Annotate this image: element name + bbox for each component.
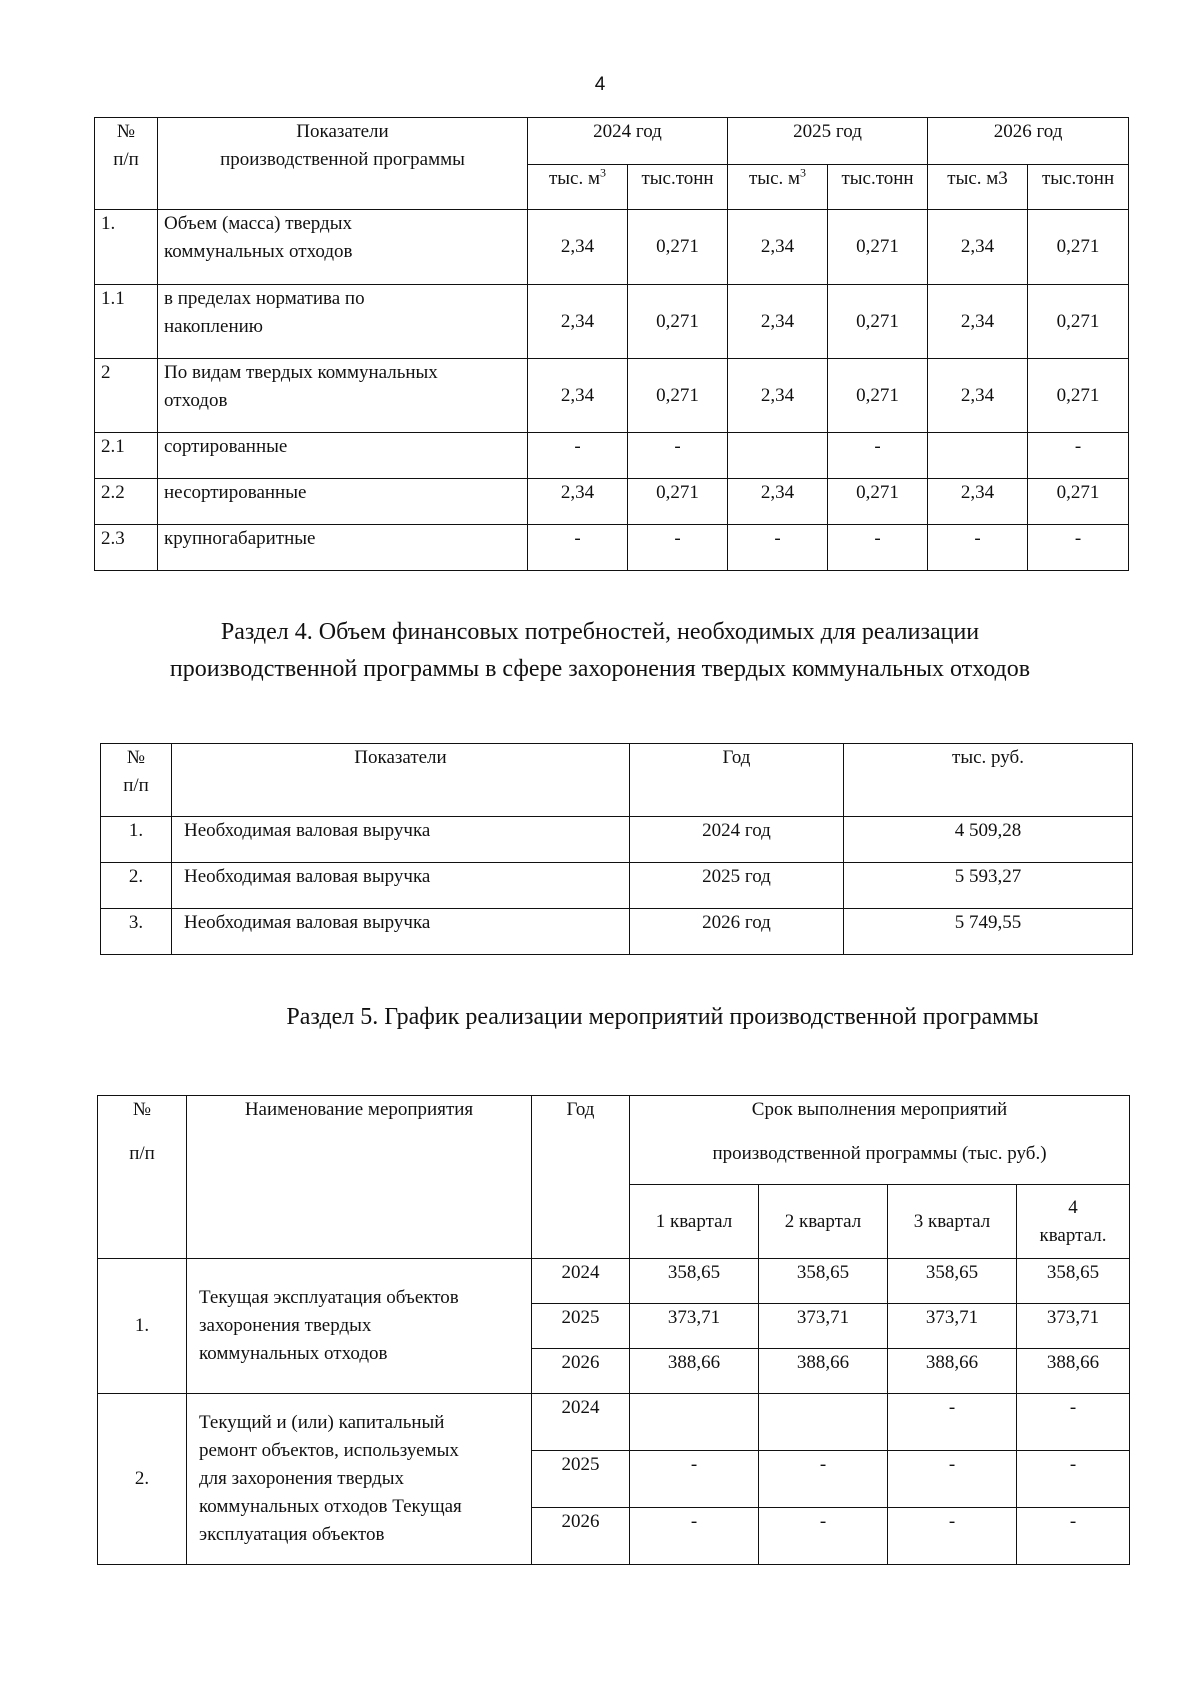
row-num: 1.1 <box>95 285 158 359</box>
section-5-title: Раздел 5. График реализации мероприятий производственной программы <box>286 1004 1039 1030</box>
header-year: Год <box>532 1096 630 1259</box>
row-name: сортированные <box>158 433 528 479</box>
cell-value: - <box>1017 1508 1130 1565</box>
cell-value: 2,34 <box>728 359 828 433</box>
cell-value: - <box>1017 1394 1130 1451</box>
cell-value: 373,71 <box>759 1304 888 1349</box>
table-row <box>95 210 1129 285</box>
table-row <box>101 817 1133 863</box>
table-row <box>95 285 1129 359</box>
header-year-2026: 2026 год <box>928 118 1129 165</box>
cell-value: 2,34 <box>528 210 628 285</box>
unit-ton-2024: тыс.тонн <box>628 165 728 210</box>
table-row <box>101 909 1133 955</box>
row-name: По видам твердых коммунальных отходов <box>158 359 528 433</box>
row-year: 2026 <box>532 1349 630 1394</box>
cell-value: 0,271 <box>828 359 928 433</box>
cell-value: - <box>728 525 828 571</box>
table-row <box>98 1259 1130 1304</box>
header-num: № п/п <box>95 118 158 210</box>
cell-value: - <box>759 1451 888 1508</box>
table-row <box>95 433 1129 479</box>
unit-ton-2025: тыс.тонн <box>828 165 928 210</box>
header-year-2025: 2025 год <box>728 118 928 165</box>
cell-value: 373,71 <box>630 1304 759 1349</box>
header-q3: 3 квартал <box>888 1185 1017 1259</box>
cell-value: - <box>630 1451 759 1508</box>
group-num: 2. <box>98 1394 187 1565</box>
cell-value: - <box>828 433 928 479</box>
header-q2: 2 квартал <box>759 1185 888 1259</box>
cell-value: 0,271 <box>828 479 928 525</box>
cell-value: - <box>828 525 928 571</box>
row-name: Объем (масса) твердых коммунальных отходов <box>158 210 528 285</box>
schedule-table <box>97 1095 1130 1565</box>
row-name: несортированные <box>158 479 528 525</box>
cell-value: 358,65 <box>759 1259 888 1304</box>
row-year: 2026 <box>532 1508 630 1565</box>
financial-needs-table <box>100 743 1133 955</box>
cell-value: 2,34 <box>728 210 828 285</box>
cell-value <box>759 1394 888 1451</box>
cell-value: - <box>888 1451 1017 1508</box>
row-num: 2 <box>95 359 158 433</box>
cell-value: 2,34 <box>928 285 1028 359</box>
unit-m3-2025: тыс. $м^3$ <box>728 165 828 210</box>
cell-value: 0,271 <box>828 210 928 285</box>
cell-value: 373,71 <box>888 1304 1017 1349</box>
cell-value: - <box>888 1394 1017 1451</box>
cell-value: - <box>1028 525 1129 571</box>
section-4-title: Раздел 4. Объем финансовых потребностей, необходимых для реализации производственной программы в сфере захоронения твердых коммунальных отходов <box>169 619 1031 682</box>
cell-value: 2,34 <box>928 210 1028 285</box>
cell-value: 388,66 <box>888 1349 1017 1394</box>
header-q4: 4 квартал. <box>1017 1185 1130 1259</box>
table-row <box>95 525 1129 571</box>
row-value: 5 593,27 <box>844 863 1133 909</box>
cell-value: 388,66 <box>630 1349 759 1394</box>
row-num: 2.2 <box>95 479 158 525</box>
cell-value: 2,34 <box>728 285 828 359</box>
header-year: Год <box>630 744 844 817</box>
cell-value: 0,271 <box>1028 285 1129 359</box>
cell-value: 373,71 <box>1017 1304 1130 1349</box>
row-num: 2. <box>101 863 172 909</box>
cell-value: - <box>928 525 1028 571</box>
group-name: Текущий и (или) капитальный ремонт объектов, используемых для захоронения твердых коммунальных отходов Текущая эксплуатация объектов <box>187 1394 532 1565</box>
row-name: Необходимая валовая выручка <box>172 863 630 909</box>
cell-value: - <box>630 1508 759 1565</box>
cell-value: 358,65 <box>630 1259 759 1304</box>
row-value: 4 509,28 <box>844 817 1133 863</box>
cell-value: 2,34 <box>528 285 628 359</box>
row-name: Необходимая валовая выручка <box>172 909 630 955</box>
unit-m3-2024: тыс. $м^3$ <box>528 165 628 210</box>
row-year: 2025 <box>532 1451 630 1508</box>
table-row <box>98 1394 1130 1451</box>
cell-value: - <box>1017 1451 1130 1508</box>
cell-value: 0,271 <box>628 285 728 359</box>
cell-value: 0,271 <box>628 210 728 285</box>
cell-value: 388,66 <box>1017 1349 1130 1394</box>
table-row <box>95 359 1129 433</box>
page-number: 4 <box>594 74 606 95</box>
cell-value <box>928 433 1028 479</box>
cell-value: 0,271 <box>1028 479 1129 525</box>
cell-value: 0,271 <box>628 479 728 525</box>
header-name: Наименование мероприятия <box>187 1096 532 1259</box>
header-num: № п/п <box>98 1096 187 1259</box>
cell-value: - <box>628 433 728 479</box>
row-num: 2.1 <box>95 433 158 479</box>
cell-value: 2,34 <box>928 359 1028 433</box>
cell-value: 358,65 <box>888 1259 1017 1304</box>
cell-value: 0,271 <box>1028 210 1129 285</box>
cell-value: 358,65 <box>1017 1259 1130 1304</box>
unit-m3-2026: тыс. м3 <box>928 165 1028 210</box>
group-num: 1. <box>98 1259 187 1394</box>
cell-value: - <box>528 433 628 479</box>
cell-value: 2,34 <box>928 479 1028 525</box>
cell-value: - <box>888 1508 1017 1565</box>
cell-value <box>728 433 828 479</box>
cell-value: 2,34 <box>528 479 628 525</box>
unit-ton-2026: тыс.тонн <box>1028 165 1129 210</box>
row-num: 2.3 <box>95 525 158 571</box>
table-row <box>101 863 1133 909</box>
row-name: крупногабаритные <box>158 525 528 571</box>
group-name: Текущая эксплуатация объектов захоронения твердых коммунальных отходов <box>187 1259 532 1394</box>
cell-value: 0,271 <box>1028 359 1129 433</box>
row-num: 1. <box>101 817 172 863</box>
row-name: Необходимая валовая выручка <box>172 817 630 863</box>
cell-value: 388,66 <box>759 1349 888 1394</box>
row-year: 2025 <box>532 1304 630 1349</box>
cell-value: - <box>759 1508 888 1565</box>
cell-value <box>630 1394 759 1451</box>
row-year: 2024 год <box>630 817 844 863</box>
cell-value: 0,271 <box>828 285 928 359</box>
header-term: Срок выполнения мероприятий производственной программы (тыс. руб.) <box>630 1096 1130 1185</box>
cell-value: 0,271 <box>628 359 728 433</box>
row-value: 5 749,55 <box>844 909 1133 955</box>
header-indicators: Показатели <box>172 744 630 817</box>
cell-value: 2,34 <box>528 359 628 433</box>
row-num: 3. <box>101 909 172 955</box>
header-unit: тыс. руб. <box>844 744 1133 817</box>
cell-value: - <box>628 525 728 571</box>
table-row <box>95 479 1129 525</box>
row-year: 2024 <box>532 1259 630 1304</box>
row-year: 2026 год <box>630 909 844 955</box>
header-year-2024: 2024 год <box>528 118 728 165</box>
row-num: 1. <box>95 210 158 285</box>
header-indicators: Показатели производственной программы <box>158 118 528 210</box>
cell-value: - <box>1028 433 1129 479</box>
cell-value: - <box>528 525 628 571</box>
header-num: № п/п <box>101 744 172 817</box>
production-volume-table <box>94 117 1129 571</box>
row-year: 2025 год <box>630 863 844 909</box>
cell-value: 2,34 <box>728 479 828 525</box>
row-name: в пределах норматива по накоплению <box>158 285 528 359</box>
row-year: 2024 <box>532 1394 630 1451</box>
header-q1: 1 квартал <box>630 1185 759 1259</box>
